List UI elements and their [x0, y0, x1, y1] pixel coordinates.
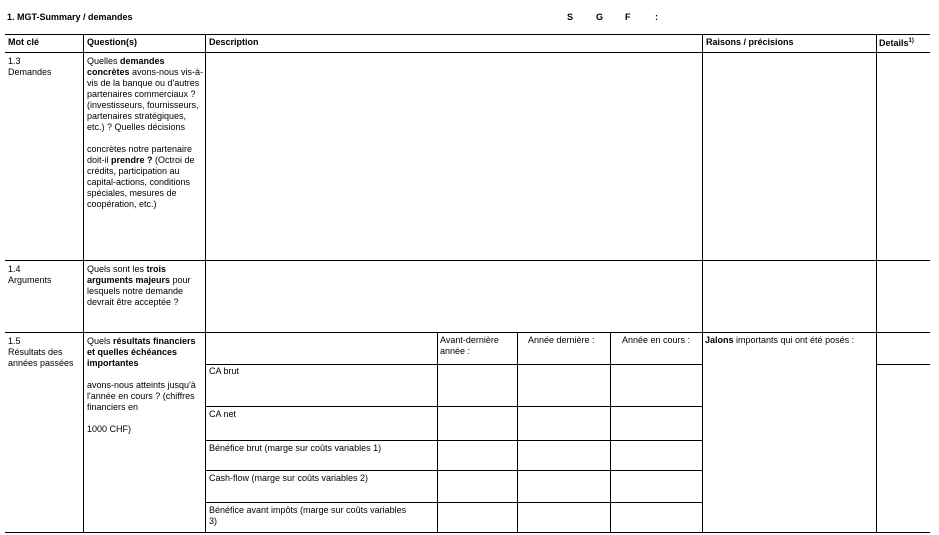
col-line-1 [83, 34, 84, 533]
metric-ca-brut: CA brut [209, 366, 240, 376]
col-line-3 [702, 34, 703, 533]
row13-number: 1.3 [8, 56, 21, 66]
row15-q-c: avons-nous atteints jusqu'à l'année en cours ? (chiffres financiers en [87, 380, 196, 412]
rule-bottom [5, 532, 930, 533]
metric-benefice-brut: Bénéfice brut (marge sur coûts variables 1) [209, 443, 382, 453]
row13-q-e: prendre ? [111, 155, 153, 165]
metric-ca-net: CA net [209, 409, 237, 419]
year-header-en-cours: Année en cours : [622, 335, 691, 345]
row13-question [87, 56, 204, 210]
jalons-rest: importants qui ont été posés : [733, 335, 855, 345]
page-title: 1. MGT-Summary / demandes [7, 12, 133, 22]
col-line-year2 [517, 332, 518, 533]
metric-cash-flow: Cash-flow (marge sur coûts variables 2) [209, 473, 369, 483]
rule-metric4 [205, 502, 702, 503]
row15-q-d: 1000 CHF) [87, 424, 132, 434]
row15-keyword [8, 336, 80, 369]
label-f: F [625, 12, 631, 22]
rule-years [205, 364, 702, 365]
label-colon: : [655, 12, 658, 22]
row15-number: 1.5 [8, 336, 21, 346]
row15-q-a: Quels [87, 336, 114, 346]
col-line-year3 [610, 332, 611, 533]
row14-keyword [8, 264, 80, 286]
row13-q-b: demandes concrètes [87, 56, 165, 77]
row14-q-b: trois arguments majeurs [87, 264, 171, 285]
col-line-2 [205, 34, 206, 533]
jalons-bold: Jalons [705, 335, 734, 345]
label-g: G [596, 12, 604, 22]
rule-metric1 [205, 406, 702, 407]
col-header-description: Description [209, 37, 259, 47]
row14-label: Arguments [8, 275, 52, 285]
rule-header [5, 52, 930, 53]
details-footnote: 1) [908, 38, 914, 44]
row14-q-c: pour lesquels notre demande devrait être acceptée ? [87, 275, 191, 307]
rule-metric2 [205, 440, 702, 441]
row13-q-c: avons-nous vis-à-vis de la banque ou d'autres partenaires commerciaux ? (investisseurs, fournisseurs, partenaires stratégiques, etc.) ? Quelles décisions [87, 67, 204, 132]
details-label: Details [879, 38, 909, 48]
label-s: S [567, 12, 574, 22]
rule-row14 [5, 332, 930, 333]
col-header-details [879, 38, 914, 49]
rule-metric3 [205, 470, 702, 471]
col-line-4 [876, 34, 877, 533]
row13-q-a: Quelles [87, 56, 121, 66]
col-line-year1 [437, 332, 438, 533]
row14-q-a: Quels sont les [87, 264, 147, 274]
col-header-raisons: Raisons / précisions [706, 37, 794, 47]
row14-question [87, 264, 200, 308]
col-header-questions: Question(s) [87, 37, 138, 47]
row13-q-f: (Octroi de crédits, participation au capital-actions, conditions spéciales, mesures de coopération, etc.) [87, 155, 195, 209]
rule-row13 [5, 260, 930, 261]
row15-question [87, 336, 204, 435]
metric-benefice-avant-impots: Bénéfice avant impôts (marge sur coûts variables 3) [209, 505, 407, 526]
row13-keyword [8, 56, 80, 78]
row13-label: Demandes [8, 67, 52, 77]
rule-years-right [876, 364, 930, 365]
row13-q-d: concrètes notre partenaire doit-il [87, 144, 193, 165]
rule-top [5, 34, 930, 35]
jalons-header [705, 335, 854, 346]
year-header-avant-derniere: Avant-dernière année : [440, 335, 499, 356]
year-header-derniere: Année dernière : [528, 335, 595, 345]
row15-label: Résultats des années passées [8, 347, 74, 368]
col-header-mot-cle: Mot clé [8, 37, 40, 47]
row15-q-b: résultats financiers et quelles échéances importantes [87, 336, 196, 368]
row14-number: 1.4 [8, 264, 21, 274]
